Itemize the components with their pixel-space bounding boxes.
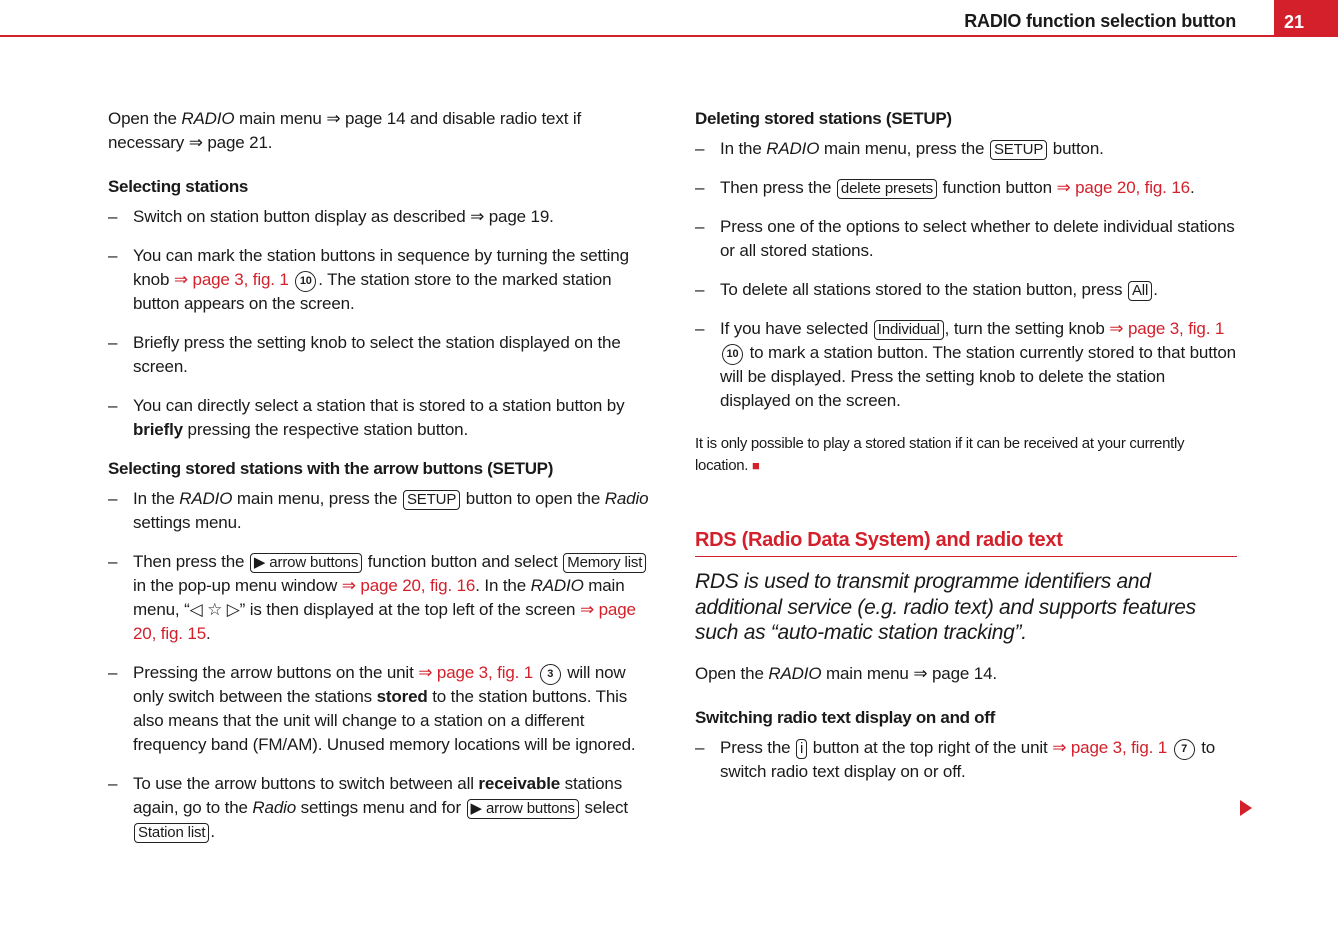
text: You can mark the station buttons in sequence by turning the setting knob [133, 246, 629, 289]
key-label: Station list [134, 823, 209, 843]
list-item [108, 661, 656, 757]
text: Press the [720, 737, 796, 757]
section-title [695, 527, 1237, 557]
text: To delete all stations stored to the station button, press [720, 280, 1127, 299]
text: . In the [475, 576, 531, 595]
text: function button and select [363, 552, 563, 571]
list-item [108, 487, 656, 535]
text: Selecting stations [108, 177, 249, 196]
callout-number: 3 [540, 664, 561, 685]
key-label: ▶ arrow buttons [467, 799, 579, 819]
callout-number: 10 [722, 344, 743, 365]
key-label: SETUP [403, 490, 460, 510]
italic-text: RADIO [530, 576, 584, 595]
text: button to open the [461, 489, 605, 508]
text [289, 270, 294, 289]
page-number: 21 [1274, 0, 1338, 36]
text: It is only possible to play a stored station if it can be received at your currently location. [695, 435, 1185, 474]
text: Then press the [720, 178, 836, 197]
text: In the [720, 139, 767, 158]
italic-text: Radio [252, 798, 297, 817]
text: will now only switch between the stations [133, 663, 626, 706]
subheading [695, 706, 1237, 730]
text: Press one of the options to select whether to delete individual stations or all stored stations. [720, 217, 1235, 260]
text: settings menu. [133, 513, 242, 532]
key-label: All [1128, 281, 1152, 301]
text: select [579, 798, 628, 817]
list-item [108, 772, 656, 844]
list-item [695, 278, 1237, 302]
page-reference-link[interactable]: ⇒ page 3, fig. 1 [418, 663, 534, 682]
list-item [108, 550, 656, 646]
text: main menu, press the [232, 489, 402, 508]
text: to mark a station button. The station currently stored to that button will be displayed. Press the setting knob to delete the station displayed on the screen. [720, 343, 1236, 410]
key-label: SETUP [990, 140, 1047, 160]
page-reference-link[interactable]: ⇒ page 3, fig. 1 [1109, 319, 1225, 338]
list-item [695, 317, 1237, 413]
subheading [695, 107, 1237, 131]
text: . The station store to the marked station button appears on the screen. [133, 270, 612, 313]
text: . [206, 624, 211, 643]
text: to the station buttons. This also means that the unit will change to a station on a different frequency band (FM/AM). Unused memory locations will be ignored. [133, 687, 636, 754]
text: RDS (Radio Data System) and radio text [695, 529, 1063, 551]
text: button. [1048, 139, 1104, 158]
page-header-title: RADIO function selection button [964, 11, 1236, 31]
text: to switch radio text display on or off. [720, 737, 1216, 781]
key-label: ▶ arrow buttons [250, 553, 362, 573]
text: RDS is used to transmit programme identifiers and additional service (e.g. radio text) and supports features such as “auto-matic station tracking”. [695, 570, 1196, 644]
paragraph [108, 107, 656, 155]
italic-text: Radio [604, 489, 649, 508]
subheading [108, 457, 656, 481]
page-reference-link[interactable]: ⇒ page 20, fig. 16 [341, 576, 476, 595]
text: main menu ⇒ page 14. [821, 663, 997, 683]
paragraph [695, 662, 1237, 686]
key-label: Individual [874, 320, 944, 340]
text: Open the [695, 663, 769, 683]
text: Deleting stored stations (SETUP) [695, 109, 952, 128]
subheading [108, 175, 656, 199]
italic-text: RADIO [766, 139, 820, 158]
bold-text: receivable [478, 774, 561, 793]
italic-text: RADIO [768, 663, 822, 683]
callout-number: 10 [295, 271, 316, 292]
text: . [1189, 178, 1195, 197]
text: Then press the [133, 552, 249, 571]
text: In the [133, 489, 180, 508]
callout-number: 7 [1174, 739, 1195, 760]
list-item [108, 331, 656, 379]
list-item [695, 176, 1237, 200]
list-item [695, 736, 1237, 784]
bold-text: briefly [133, 420, 183, 439]
text: , turn the setting knob [944, 319, 1110, 338]
text: pressing the respective station button. [182, 420, 469, 439]
text: settings menu and for [296, 798, 466, 817]
right-column [695, 107, 1237, 799]
bold-text: stored [376, 687, 428, 706]
text: You can directly select a station that is stored to a station button by [133, 396, 625, 415]
text: If you have selected [720, 319, 873, 338]
list-item [108, 205, 656, 229]
text: Switching radio text display on and off [695, 707, 995, 727]
text: function button [938, 178, 1057, 197]
list-item [108, 244, 656, 316]
text: main menu, press the [819, 139, 989, 158]
text: main menu, “◁ ☆ ▷” is then displayed at the top left of the screen [133, 576, 625, 619]
list-item [695, 137, 1237, 161]
text: main menu ⇒ page 14 and disable radio text if necessary ⇒ page 21. [108, 109, 582, 152]
italic-text: RADIO [179, 489, 233, 508]
text: To use the arrow buttons to switch between all [133, 774, 479, 793]
text: Pressing the arrow buttons on the unit [133, 663, 419, 682]
text: button at the top right of the unit [808, 737, 1053, 757]
text: Switch on station button display as described ⇒ page 19. [133, 207, 554, 226]
next-page-arrow-icon [1240, 800, 1252, 816]
header-divider [0, 35, 1338, 37]
text: Open the [108, 109, 182, 128]
key-label: delete presets [837, 179, 937, 199]
left-column [108, 107, 656, 859]
text: Briefly press the setting knob to select the station displayed on the screen. [133, 333, 621, 376]
page-reference-link[interactable]: ⇒ page 20, fig. 15 [133, 600, 636, 643]
list-item [695, 215, 1237, 263]
page-reference-link[interactable]: ⇒ page 3, fig. 1 [1052, 737, 1168, 757]
intro-text [695, 569, 1237, 646]
page-reference-link[interactable]: ⇒ page 20, fig. 16 [1056, 178, 1190, 197]
end-marker-icon: ■ [752, 458, 760, 473]
text: Selecting stored stations with the arrow buttons (SETUP) [108, 459, 554, 478]
page-reference-link[interactable]: ⇒ page 3, fig. 1 [173, 270, 289, 289]
text: . [210, 822, 215, 841]
key-label: i [796, 739, 807, 759]
text: . [1153, 280, 1158, 299]
note [695, 433, 1237, 477]
text [533, 663, 538, 682]
italic-text: RADIO [181, 109, 235, 128]
text [1167, 738, 1172, 757]
text: stations again, go to the [133, 774, 623, 817]
text: in the pop-up menu window [133, 576, 342, 595]
key-label: Memory list [563, 553, 646, 573]
list-item [108, 394, 656, 442]
